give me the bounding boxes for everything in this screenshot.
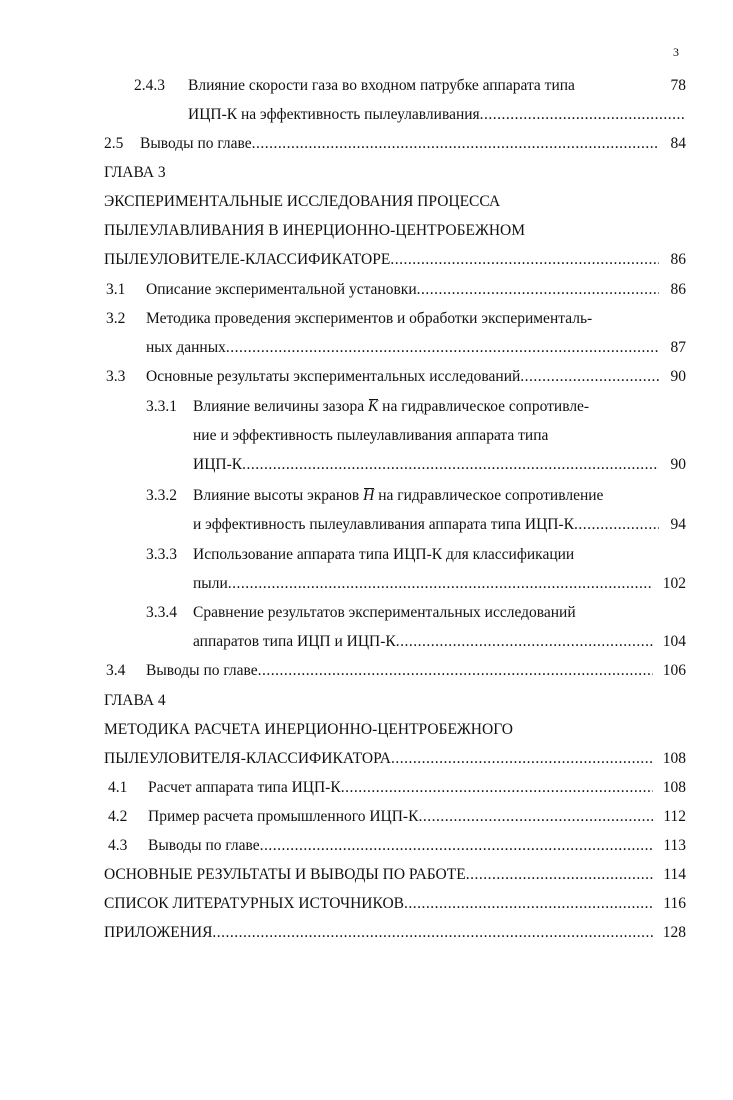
toc-leader [466, 864, 653, 886]
toc-number: 3.3.1 [146, 398, 177, 415]
chapter-heading: ГЛАВА 3 [104, 164, 166, 181]
toc-leader [391, 748, 653, 770]
toc-page: 112 [663, 808, 686, 825]
toc-page: 106 [662, 662, 686, 679]
toc-page: 86 [670, 281, 686, 298]
toc-page: 78 [670, 77, 686, 94]
toc-page: 116 [663, 895, 686, 912]
toc-number: 3.3.4 [146, 604, 177, 621]
toc-title-line: Использование аппарата типа ИЦП-К для классификации [193, 546, 575, 563]
toc-leader [258, 660, 653, 682]
toc-number: 3.3 [106, 368, 126, 385]
toc-page: 102 [662, 575, 686, 592]
toc-leader [396, 631, 653, 653]
toc-page: 108 [662, 750, 686, 767]
toc-page: 128 [662, 924, 686, 941]
toc-page: 104 [662, 633, 686, 650]
toc-title-line: Методика проведения экспериментов и обработки эксперименталь- [146, 310, 593, 327]
toc-leader [226, 337, 659, 359]
variable-k: K [367, 398, 379, 415]
toc-title-line: ИЦП-К ..... [193, 454, 659, 476]
toc-number: 2.4.3 [134, 77, 165, 94]
toc-page: 108 [662, 779, 686, 796]
toc-entry: Выводы по главе ..... [148, 835, 653, 857]
toc-page: 87 [670, 339, 686, 356]
toc-page: 84 [670, 135, 686, 152]
toc-entry: Расчет аппарата типа ИЦП-К ..... [148, 777, 653, 799]
chapter-title-line: МЕТОДИКА РАСЧЕТА ИНЕРЦИОННО-ЦЕНТРОБЕЖНОГО [104, 721, 513, 738]
toc-leader [228, 573, 653, 595]
toc-entry: Выводы по главе ..... [140, 133, 659, 155]
toc-number: 4.3 [108, 837, 128, 854]
toc-leader [212, 922, 653, 944]
chapter-heading: ГЛАВА 4 [104, 692, 166, 709]
toc-entry: СПИСОК ЛИТЕРАТУРНЫХ ИСТОЧНИКОВ ..... [104, 893, 653, 915]
toc-entry: ПРИЛОЖЕНИЯ ..... [104, 922, 653, 944]
toc-leader [520, 366, 659, 388]
toc-title-line: ИЦП-К на эффективность пылеулавливания ..... [188, 104, 686, 126]
toc-page: 94 [670, 516, 686, 533]
toc-entry: Основные результаты экспериментальных исследований ..... [146, 366, 659, 388]
toc-entry: Пример расчета промышленного ИЦП-К ..... [148, 806, 653, 828]
page-number: 3 [673, 45, 679, 59]
variable-h: H [363, 487, 375, 504]
toc-title-line: ных данных ..... [146, 337, 659, 359]
toc-number: 2.5 [104, 135, 124, 152]
toc-number: 4.1 [108, 779, 128, 796]
toc-leader [260, 835, 653, 857]
toc-number: 4.2 [108, 808, 128, 825]
toc-title-line: пыли ..... [193, 573, 653, 595]
toc-title-line: Сравнение результатов экспериментальных исследований [193, 604, 576, 621]
chapter-title-line: ЭКСПЕРИМЕНТАЛЬНЫЕ ИССЛЕДОВАНИЯ ПРОЦЕССА [104, 193, 501, 210]
toc-page: 90 [670, 456, 686, 473]
toc-number: 3.2 [106, 310, 126, 327]
toc-leader [418, 806, 653, 828]
toc-leader [242, 454, 659, 476]
toc-entry: Описание экспериментальной установки ..... [146, 279, 659, 301]
toc-title-line: Влияние высоты экранов H на гидравлическое сопротивление [193, 487, 604, 504]
toc-number: 3.4 [106, 662, 126, 679]
toc-page: 113 [663, 837, 686, 854]
toc-leader [404, 893, 653, 915]
toc-page: 90 [670, 368, 686, 385]
toc-leader [390, 249, 659, 271]
toc-number: 3.3.2 [146, 487, 177, 504]
toc-number: 3.1 [106, 281, 126, 298]
toc-leader [417, 279, 659, 301]
toc-entry: Выводы по главе ..... [146, 660, 653, 682]
toc-leader [574, 514, 659, 536]
chapter-title-line: ПЫЛЕУЛОВИТЕЛЯ-КЛАССИФИКАТОРА ..... [104, 748, 653, 770]
toc-entry: ОСНОВНЫЕ РЕЗУЛЬТАТЫ И ВЫВОДЫ ПО РАБОТЕ ..... [104, 864, 653, 886]
toc-leader [252, 133, 659, 155]
toc-title-line: аппаратов типа ИЦП и ИЦП-К ..... [193, 631, 653, 653]
chapter-title-line: ПЫЛЕУЛАВЛИВАНИЯ В ИНЕРЦИОННО-ЦЕНТРОБЕЖНОМ [104, 222, 525, 239]
toc-title-line: Влияние скорости газа во входном патрубке аппарата типа [188, 77, 575, 94]
chapter-title-line: ПЫЛЕУЛОВИТЕЛЕ-КЛАССИФИКАТОРЕ ..... [104, 249, 659, 271]
toc-title-line: ние и эффективность пылеулавливания аппарата типа [193, 427, 549, 444]
toc-title-line: и эффективность пылеулавливания аппарата типа ИЦП-К ..... [193, 514, 659, 536]
toc-page: 86 [670, 251, 686, 268]
toc-page: 114 [663, 866, 686, 883]
toc-title-line: Влияние величины зазора K на гидравлическое сопротивле- [193, 398, 590, 415]
toc-leader [480, 104, 686, 126]
toc-number: 3.3.3 [146, 546, 177, 563]
toc-leader [341, 777, 653, 799]
